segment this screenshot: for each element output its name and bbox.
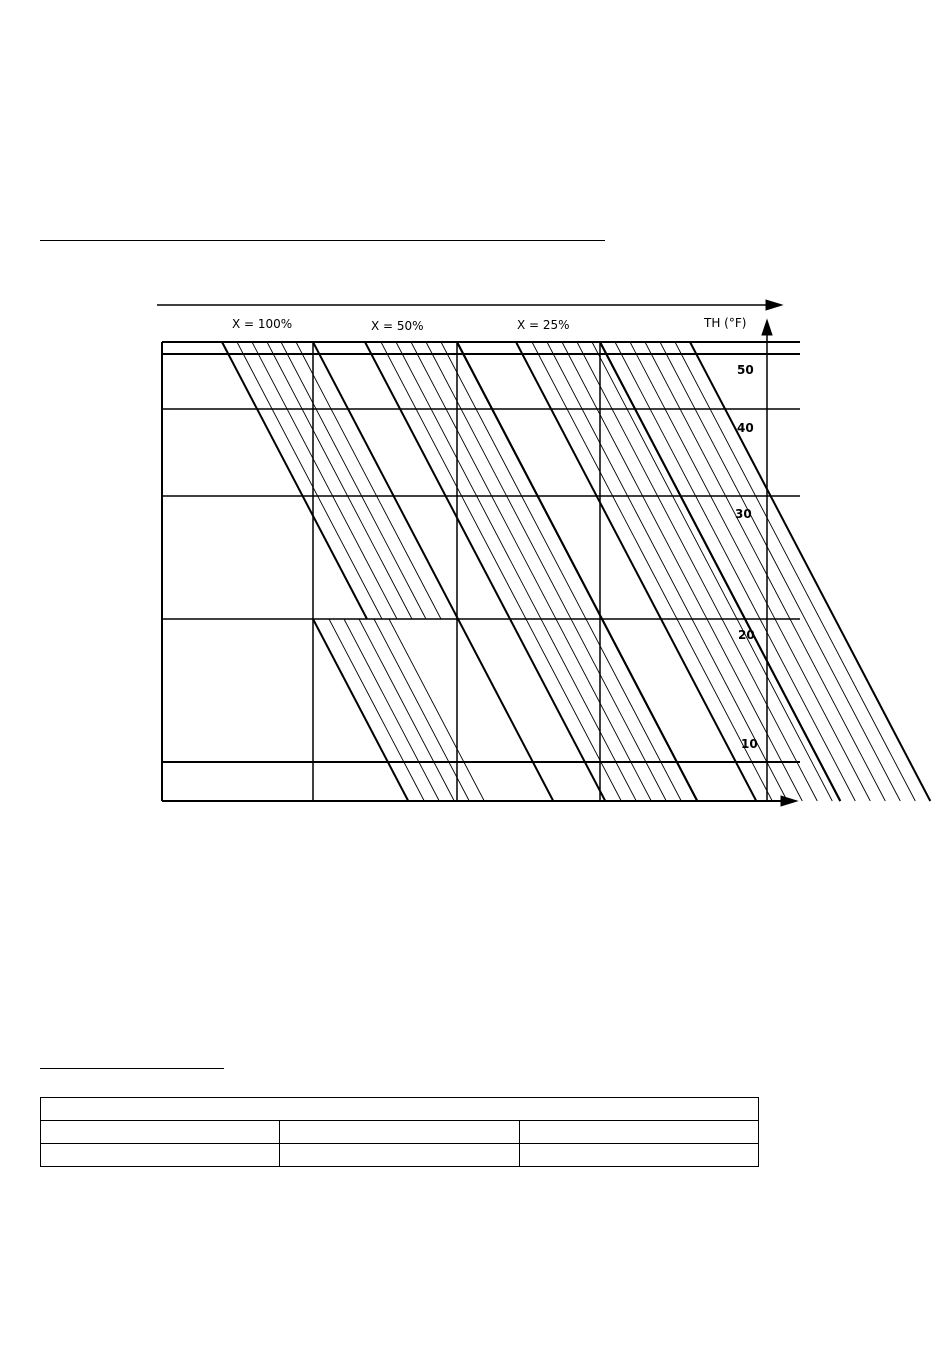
diagonal-line xyxy=(267,342,412,619)
diagonal-line xyxy=(381,342,621,801)
tick-label: 10 xyxy=(741,737,758,751)
diagonal-line xyxy=(441,342,681,801)
diagonal-line xyxy=(660,342,900,801)
table-row xyxy=(41,1121,759,1144)
diagonal-line xyxy=(296,342,441,619)
diagonal-line xyxy=(389,619,484,801)
diagonal-line xyxy=(281,342,426,619)
diagonal-line xyxy=(313,619,408,801)
axis-label: TH (°F) xyxy=(704,316,747,330)
diagonal-line xyxy=(615,342,855,801)
diagonal-line xyxy=(222,342,367,619)
table-cell xyxy=(41,1144,280,1167)
diagonal-line xyxy=(547,342,787,801)
section-label: X = 100% xyxy=(232,317,293,331)
diagonal-line xyxy=(562,342,802,801)
top-arrow-head xyxy=(766,300,782,310)
table-cell xyxy=(519,1144,758,1167)
separator-line-bottom xyxy=(40,1068,224,1069)
table-cell xyxy=(280,1144,519,1167)
right-axis-arrow-head xyxy=(762,320,772,335)
diagonal-line xyxy=(329,619,424,801)
diagonal-line xyxy=(577,342,817,801)
diagonal-line xyxy=(374,619,469,801)
tick-label: 40 xyxy=(737,421,754,435)
table-cell xyxy=(280,1121,519,1144)
table-cell xyxy=(519,1121,758,1144)
nomogram-lines xyxy=(222,342,930,801)
diagonal-line xyxy=(675,342,915,801)
table-header-row xyxy=(41,1098,759,1121)
diagonal-line xyxy=(592,342,832,801)
tick-label: 20 xyxy=(738,628,755,642)
diagonal-line xyxy=(630,342,870,801)
nomogram-frame xyxy=(157,300,800,806)
diagonal-line xyxy=(645,342,885,801)
diagonal-line xyxy=(690,342,930,801)
section-label: X = 50% xyxy=(371,319,424,333)
diagonal-line xyxy=(457,342,697,801)
diagonal-line xyxy=(426,342,666,801)
diagonal-line xyxy=(252,342,397,619)
nomogram-figure xyxy=(0,290,950,820)
separator-line-top xyxy=(40,240,605,241)
tick-label: 30 xyxy=(735,507,752,521)
diagonal-line xyxy=(532,342,772,801)
table-cell xyxy=(41,1121,280,1144)
nomogram-labels xyxy=(232,316,758,751)
diagonal-line xyxy=(344,619,439,801)
diagonal-line xyxy=(359,619,454,801)
diagonal-line xyxy=(237,342,382,619)
baseline-arrow-head xyxy=(781,796,797,806)
empty-table xyxy=(40,1097,759,1167)
section-label: X = 25% xyxy=(517,318,570,332)
table-row xyxy=(41,1144,759,1167)
tick-label: 50 xyxy=(737,363,754,377)
diagonal-line xyxy=(411,342,651,801)
table-header-cell xyxy=(41,1098,759,1121)
